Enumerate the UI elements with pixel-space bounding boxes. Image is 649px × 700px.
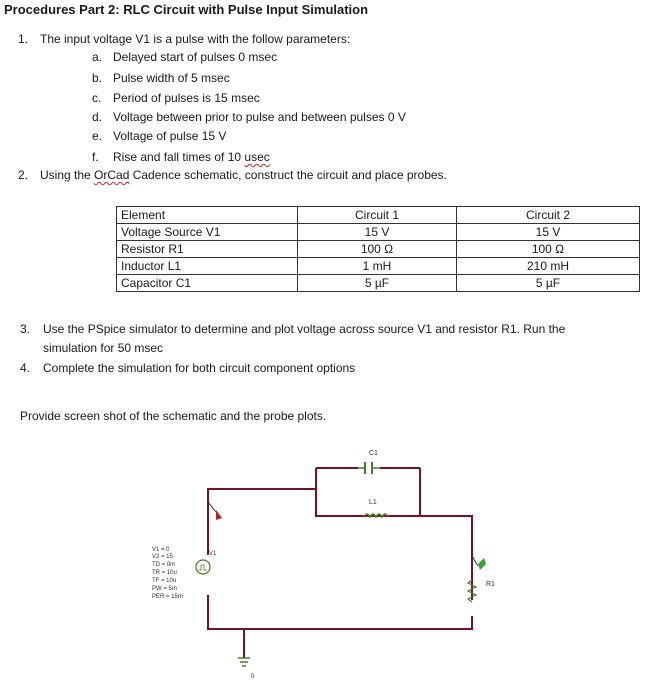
table-row (117, 224, 640, 241)
v1-param: TR = 10u (152, 570, 177, 576)
component-table (116, 206, 640, 292)
v1-param: PW = 5m (152, 586, 177, 592)
ground-icon (238, 658, 250, 666)
step-3 (0, 322, 649, 358)
circuit-schematic (0, 440, 649, 700)
param-item (0, 71, 649, 87)
step-text: Complete the simulation for both circuit component options (43, 361, 356, 375)
step-text-line2: simulation for 50 msec (43, 341, 164, 355)
param-item (0, 150, 649, 166)
page-title: Procedures Part 2: RLC Circuit with Pulse Input Simulation (4, 2, 369, 17)
table-header-row (117, 207, 640, 224)
table-cell: 210 mH (457, 258, 640, 275)
param-text: Voltage between prior to pulse and between pulses 0 V (113, 110, 406, 124)
param-letter: e. (92, 129, 103, 143)
table-cell: Inductor L1 (117, 258, 298, 275)
v1-label: V1 (209, 551, 217, 557)
table-cell: 5 µF (457, 275, 640, 292)
step-number: 1. (18, 32, 29, 46)
pulse-source-v1 (196, 560, 210, 574)
circuit-wires (208, 468, 472, 658)
voltage-probe-v1-icon (208, 502, 222, 520)
pulse-symbol-icon (199, 565, 207, 570)
param-text: Voltage of pulse 15 V (113, 129, 227, 143)
table-row (117, 258, 640, 275)
v1-param: TF = 10u (152, 578, 177, 584)
table-cell: 1 mH (298, 258, 457, 275)
param-text-main: Rise and fall times of 10 (113, 150, 245, 164)
table-cell: 100 Ω (457, 241, 640, 258)
step-number: 3. (20, 322, 31, 336)
step-number: 2. (18, 168, 29, 182)
step-text-flagged: OrCad (94, 168, 130, 182)
table-cell: 5 µF (298, 275, 457, 292)
step-text: The input voltage V1 is a pulse with the follow parameters: (40, 32, 351, 46)
header-cell: Element (117, 207, 298, 224)
param-letter: c. (92, 91, 102, 105)
v1-param: TD = 0m (152, 562, 176, 568)
param-item (0, 129, 649, 145)
param-letter: f. (92, 150, 99, 164)
step-4 (0, 361, 649, 377)
table-cell: 15 V (457, 224, 640, 241)
step-text-c: Cadence schematic, construct the circuit and place probes. (129, 168, 447, 182)
capacitor-c1 (358, 462, 380, 474)
param-item (0, 110, 649, 126)
table-row (117, 275, 640, 292)
param-item (0, 50, 649, 66)
v1-param: V2 = 15 (152, 554, 173, 560)
param-letter: a. (92, 50, 103, 64)
step-number: 4. (20, 361, 31, 375)
screenshot-prompt: Provide screen shot of the schematic and the probe plots. (20, 409, 327, 423)
header-cell: Circuit 1 (298, 207, 457, 224)
param-text: Delayed start of pulses 0 msec (113, 50, 278, 64)
v1-params (152, 547, 183, 600)
table-cell: 100 Ω (298, 241, 457, 258)
v1-param: PER = 15m (152, 594, 183, 600)
param-item (0, 91, 649, 107)
step-text (40, 168, 447, 182)
param-letter: d. (92, 110, 103, 124)
table-cell: Capacitor C1 (117, 275, 298, 292)
step-1 (0, 32, 649, 48)
v1-param: V1 = 0 (152, 547, 170, 553)
step-2 (0, 168, 649, 184)
param-text (113, 150, 270, 164)
param-text: Period of pulses is 15 msec (113, 91, 260, 105)
param-letter: b. (92, 71, 103, 85)
step-text-line1: Use the PSpice simulator to determine and plot voltage across source V1 and resistor R1. Run the (43, 322, 566, 336)
c1-label: C1 (369, 450, 378, 457)
ground-label: 0 (251, 674, 255, 680)
table-cell: Resistor R1 (117, 241, 298, 258)
param-text-flagged: usec (244, 150, 270, 164)
table-cell: Voltage Source V1 (117, 224, 298, 241)
header-cell: Circuit 2 (457, 207, 640, 224)
step-text-a: Using the (40, 168, 95, 182)
l1-label: L1 (369, 499, 377, 506)
table-cell: 15 V (298, 224, 457, 241)
table-row (117, 241, 640, 258)
param-text: Pulse width of 5 msec (113, 71, 230, 85)
r1-label: R1 (486, 581, 495, 588)
voltage-probe-r1-icon (472, 556, 486, 570)
